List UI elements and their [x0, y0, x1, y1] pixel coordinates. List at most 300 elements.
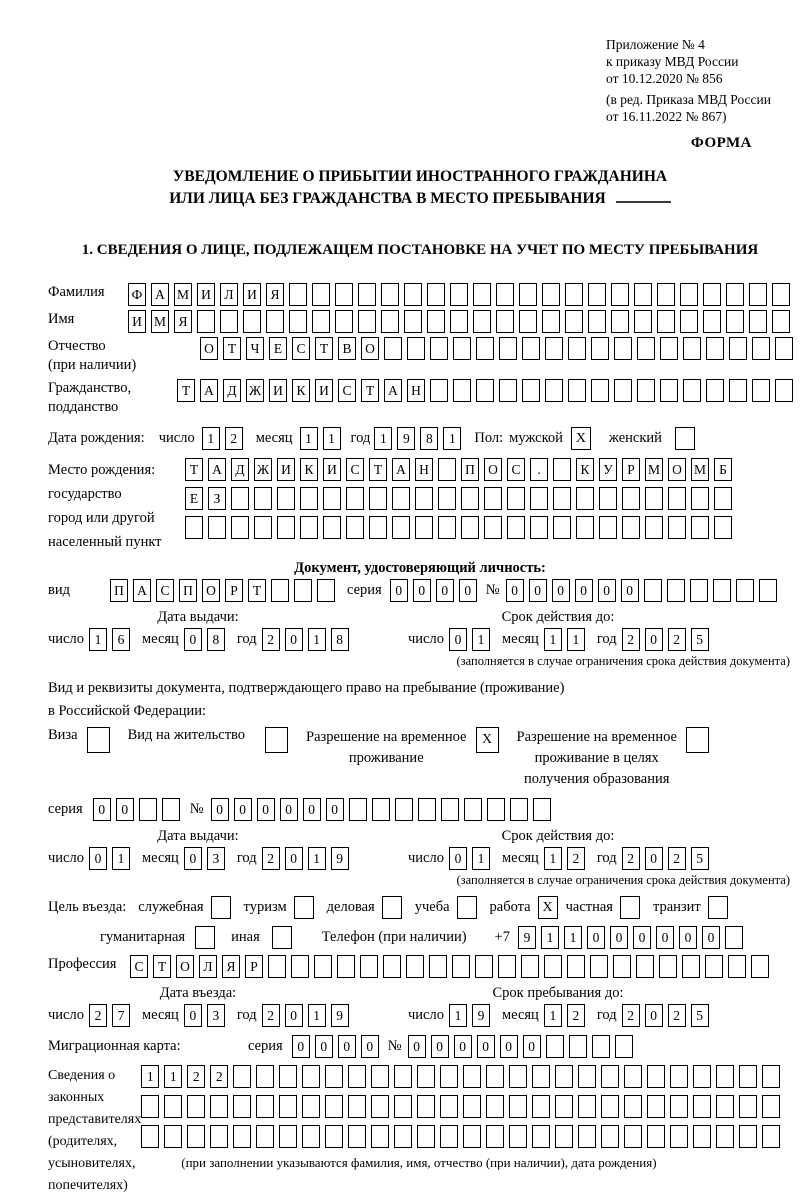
- char-cell[interactable]: [509, 1095, 527, 1118]
- char-cell[interactable]: 0: [575, 579, 593, 602]
- char-cell[interactable]: [317, 579, 335, 602]
- char-cell[interactable]: [381, 310, 399, 333]
- char-cell[interactable]: 7: [112, 1004, 130, 1027]
- char-cell[interactable]: [749, 283, 767, 306]
- char-cell[interactable]: Л: [220, 283, 238, 306]
- char-cell[interactable]: [614, 379, 632, 402]
- char-cell[interactable]: [647, 1065, 665, 1088]
- char-cell[interactable]: [530, 487, 548, 510]
- char-cell[interactable]: 2: [262, 847, 280, 870]
- char-cell[interactable]: И: [128, 310, 146, 333]
- char-cell[interactable]: М: [645, 458, 663, 481]
- char-cell[interactable]: [325, 1065, 343, 1088]
- char-cell[interactable]: [668, 516, 686, 539]
- char-cell[interactable]: [739, 1095, 757, 1118]
- char-cell[interactable]: [762, 1095, 780, 1118]
- char-cell[interactable]: 0: [93, 798, 111, 821]
- char-cell[interactable]: 0: [506, 579, 524, 602]
- char-cell[interactable]: [706, 337, 724, 360]
- char-cell[interactable]: [657, 283, 675, 306]
- char-cell[interactable]: 1: [449, 1004, 467, 1027]
- char-cell[interactable]: [622, 516, 640, 539]
- char-cell[interactable]: [519, 283, 537, 306]
- char-cell[interactable]: [346, 516, 364, 539]
- char-cell[interactable]: 0: [303, 798, 321, 821]
- char-cell[interactable]: [185, 516, 203, 539]
- char-cell[interactable]: 0: [633, 926, 651, 949]
- char-cell[interactable]: И: [315, 379, 333, 402]
- char-cell[interactable]: 0: [598, 579, 616, 602]
- char-cell[interactable]: 1: [544, 628, 562, 651]
- char-cell[interactable]: [588, 283, 606, 306]
- char-cell[interactable]: [438, 516, 456, 539]
- char-cell[interactable]: [693, 1065, 711, 1088]
- char-cell[interactable]: 3: [207, 1004, 225, 1027]
- char-cell[interactable]: 0: [285, 628, 303, 651]
- char-cell[interactable]: [670, 1125, 688, 1148]
- char-cell[interactable]: [349, 798, 367, 821]
- char-cell[interactable]: [371, 1065, 389, 1088]
- char-cell[interactable]: [325, 1125, 343, 1148]
- char-cell[interactable]: 0: [500, 1035, 518, 1058]
- char-cell[interactable]: [590, 955, 608, 978]
- char-cell[interactable]: [484, 516, 502, 539]
- char-cell[interactable]: 0: [413, 579, 431, 602]
- char-cell[interactable]: М: [174, 283, 192, 306]
- char-cell[interactable]: [335, 283, 353, 306]
- purpose-transit-checkbox[interactable]: [708, 896, 728, 919]
- char-cell[interactable]: [647, 1125, 665, 1148]
- char-cell[interactable]: [601, 1095, 619, 1118]
- char-cell[interactable]: [392, 516, 410, 539]
- char-cell[interactable]: [300, 487, 318, 510]
- char-cell[interactable]: Р: [622, 458, 640, 481]
- char-cell[interactable]: [521, 955, 539, 978]
- char-cell[interactable]: [752, 337, 770, 360]
- char-cell[interactable]: [496, 283, 514, 306]
- char-cell[interactable]: [484, 487, 502, 510]
- char-cell[interactable]: [716, 1065, 734, 1088]
- char-cell[interactable]: [440, 1065, 458, 1088]
- char-cell[interactable]: [486, 1125, 504, 1148]
- char-cell[interactable]: Н: [415, 458, 433, 481]
- char-cell[interactable]: 0: [454, 1035, 472, 1058]
- char-cell[interactable]: [542, 283, 560, 306]
- char-cell[interactable]: 1: [141, 1065, 159, 1088]
- char-cell[interactable]: [659, 955, 677, 978]
- char-cell[interactable]: [599, 487, 617, 510]
- char-cell[interactable]: [645, 487, 663, 510]
- char-cell[interactable]: [487, 798, 505, 821]
- char-cell[interactable]: [314, 955, 332, 978]
- char-cell[interactable]: 0: [280, 798, 298, 821]
- char-cell[interactable]: 0: [184, 1004, 202, 1027]
- char-cell[interactable]: П: [110, 579, 128, 602]
- char-cell[interactable]: [325, 1095, 343, 1118]
- char-cell[interactable]: [187, 1095, 205, 1118]
- char-cell[interactable]: [256, 1095, 274, 1118]
- char-cell[interactable]: [634, 310, 652, 333]
- char-cell[interactable]: [509, 1065, 527, 1088]
- char-cell[interactable]: [440, 1095, 458, 1118]
- char-cell[interactable]: [381, 283, 399, 306]
- char-cell[interactable]: 2: [210, 1065, 228, 1088]
- char-cell[interactable]: [407, 337, 425, 360]
- char-cell[interactable]: [680, 310, 698, 333]
- char-cell[interactable]: 1: [164, 1065, 182, 1088]
- char-cell[interactable]: 0: [477, 1035, 495, 1058]
- char-cell[interactable]: [395, 798, 413, 821]
- char-cell[interactable]: А: [208, 458, 226, 481]
- char-cell[interactable]: [233, 1095, 251, 1118]
- char-cell[interactable]: [615, 1035, 633, 1058]
- char-cell[interactable]: [312, 283, 330, 306]
- char-cell[interactable]: [542, 310, 560, 333]
- char-cell[interactable]: [736, 579, 754, 602]
- char-cell[interactable]: [624, 1125, 642, 1148]
- char-cell[interactable]: В: [338, 337, 356, 360]
- char-cell[interactable]: О: [668, 458, 686, 481]
- char-cell[interactable]: [532, 1095, 550, 1118]
- char-cell[interactable]: А: [151, 283, 169, 306]
- char-cell[interactable]: [383, 955, 401, 978]
- char-cell[interactable]: [392, 487, 410, 510]
- char-cell[interactable]: Р: [245, 955, 263, 978]
- char-cell[interactable]: И: [277, 458, 295, 481]
- char-cell[interactable]: [714, 516, 732, 539]
- char-cell[interactable]: 1: [89, 628, 107, 651]
- char-cell[interactable]: [569, 1035, 587, 1058]
- char-cell[interactable]: Е: [269, 337, 287, 360]
- char-cell[interactable]: [599, 516, 617, 539]
- char-cell[interactable]: [187, 1125, 205, 1148]
- char-cell[interactable]: [294, 579, 312, 602]
- char-cell[interactable]: [268, 955, 286, 978]
- char-cell[interactable]: 8: [420, 427, 438, 450]
- char-cell[interactable]: [312, 310, 330, 333]
- char-cell[interactable]: [775, 379, 793, 402]
- char-cell[interactable]: [453, 337, 471, 360]
- char-cell[interactable]: Т: [315, 337, 333, 360]
- char-cell[interactable]: [302, 1125, 320, 1148]
- char-cell[interactable]: [510, 798, 528, 821]
- char-cell[interactable]: 0: [338, 1035, 356, 1058]
- char-cell[interactable]: К: [292, 379, 310, 402]
- char-cell[interactable]: [728, 955, 746, 978]
- char-cell[interactable]: [713, 579, 731, 602]
- char-cell[interactable]: 2: [262, 628, 280, 651]
- char-cell[interactable]: 1: [112, 847, 130, 870]
- char-cell[interactable]: [300, 516, 318, 539]
- char-cell[interactable]: О: [202, 579, 220, 602]
- char-cell[interactable]: [430, 379, 448, 402]
- char-cell[interactable]: [231, 487, 249, 510]
- char-cell[interactable]: [544, 955, 562, 978]
- char-cell[interactable]: [637, 379, 655, 402]
- char-cell[interactable]: З: [208, 487, 226, 510]
- char-cell[interactable]: [394, 1125, 412, 1148]
- char-cell[interactable]: П: [179, 579, 197, 602]
- char-cell[interactable]: [302, 1095, 320, 1118]
- char-cell[interactable]: [634, 283, 652, 306]
- char-cell[interactable]: [415, 487, 433, 510]
- char-cell[interactable]: 1: [544, 847, 562, 870]
- char-cell[interactable]: 9: [472, 1004, 490, 1027]
- char-cell[interactable]: [461, 516, 479, 539]
- char-cell[interactable]: [588, 310, 606, 333]
- char-cell[interactable]: 1: [323, 427, 341, 450]
- char-cell[interactable]: Т: [185, 458, 203, 481]
- char-cell[interactable]: [530, 516, 548, 539]
- char-cell[interactable]: [545, 337, 563, 360]
- char-cell[interactable]: [682, 955, 700, 978]
- char-cell[interactable]: 1: [567, 628, 585, 651]
- char-cell[interactable]: [691, 487, 709, 510]
- char-cell[interactable]: [139, 798, 157, 821]
- char-cell[interactable]: [565, 283, 583, 306]
- char-cell[interactable]: [429, 955, 447, 978]
- char-cell[interactable]: 0: [621, 579, 639, 602]
- char-cell[interactable]: [335, 310, 353, 333]
- purpose-tourism-checkbox[interactable]: [294, 896, 314, 919]
- char-cell[interactable]: .: [530, 458, 548, 481]
- char-cell[interactable]: Р: [225, 579, 243, 602]
- char-cell[interactable]: 1: [544, 1004, 562, 1027]
- char-cell[interactable]: 0: [408, 1035, 426, 1058]
- char-cell[interactable]: 2: [668, 628, 686, 651]
- char-cell[interactable]: [693, 1125, 711, 1148]
- char-cell[interactable]: [279, 1095, 297, 1118]
- purpose-other-checkbox[interactable]: [272, 926, 292, 949]
- char-cell[interactable]: [739, 1125, 757, 1148]
- char-cell[interactable]: [233, 1065, 251, 1088]
- char-cell[interactable]: 0: [645, 628, 663, 651]
- char-cell[interactable]: [404, 310, 422, 333]
- char-cell[interactable]: [725, 926, 743, 949]
- char-cell[interactable]: 2: [622, 1004, 640, 1027]
- visa-checkbox[interactable]: [87, 727, 110, 753]
- char-cell[interactable]: [592, 1035, 610, 1058]
- char-cell[interactable]: 5: [691, 628, 709, 651]
- char-cell[interactable]: [578, 1095, 596, 1118]
- char-cell[interactable]: 9: [397, 427, 415, 450]
- char-cell[interactable]: 8: [207, 628, 225, 651]
- char-cell[interactable]: [622, 487, 640, 510]
- char-cell[interactable]: 3: [207, 847, 225, 870]
- char-cell[interactable]: [772, 310, 790, 333]
- char-cell[interactable]: [164, 1095, 182, 1118]
- char-cell[interactable]: [476, 379, 494, 402]
- char-cell[interactable]: А: [133, 579, 151, 602]
- char-cell[interactable]: 0: [211, 798, 229, 821]
- char-cell[interactable]: [749, 310, 767, 333]
- char-cell[interactable]: [644, 579, 662, 602]
- char-cell[interactable]: [668, 487, 686, 510]
- char-cell[interactable]: [164, 1125, 182, 1148]
- char-cell[interactable]: [337, 955, 355, 978]
- char-cell[interactable]: 1: [472, 847, 490, 870]
- char-cell[interactable]: [624, 1095, 642, 1118]
- char-cell[interactable]: [453, 379, 471, 402]
- char-cell[interactable]: 2: [225, 427, 243, 450]
- char-cell[interactable]: 0: [285, 847, 303, 870]
- char-cell[interactable]: [703, 283, 721, 306]
- char-cell[interactable]: 2: [187, 1065, 205, 1088]
- purpose-official-checkbox[interactable]: [211, 896, 231, 919]
- char-cell[interactable]: [706, 379, 724, 402]
- char-cell[interactable]: [555, 1095, 573, 1118]
- char-cell[interactable]: [254, 516, 272, 539]
- char-cell[interactable]: 0: [449, 628, 467, 651]
- char-cell[interactable]: Ч: [246, 337, 264, 360]
- char-cell[interactable]: Е: [185, 487, 203, 510]
- char-cell[interactable]: [555, 1125, 573, 1148]
- char-cell[interactable]: 1: [443, 427, 461, 450]
- char-cell[interactable]: Т: [223, 337, 241, 360]
- char-cell[interactable]: 8: [331, 628, 349, 651]
- char-cell[interactable]: [256, 1065, 274, 1088]
- char-cell[interactable]: Л: [199, 955, 217, 978]
- char-cell[interactable]: [279, 1065, 297, 1088]
- char-cell[interactable]: [371, 1095, 389, 1118]
- char-cell[interactable]: [417, 1125, 435, 1148]
- char-cell[interactable]: [243, 310, 261, 333]
- char-cell[interactable]: 0: [587, 926, 605, 949]
- char-cell[interactable]: [231, 516, 249, 539]
- char-cell[interactable]: [496, 310, 514, 333]
- char-cell[interactable]: [533, 798, 551, 821]
- char-cell[interactable]: [611, 310, 629, 333]
- char-cell[interactable]: 1: [374, 427, 392, 450]
- char-cell[interactable]: А: [200, 379, 218, 402]
- char-cell[interactable]: [647, 1095, 665, 1118]
- char-cell[interactable]: Н: [407, 379, 425, 402]
- char-cell[interactable]: [197, 310, 215, 333]
- char-cell[interactable]: Д: [223, 379, 241, 402]
- char-cell[interactable]: О: [361, 337, 379, 360]
- char-cell[interactable]: [360, 955, 378, 978]
- char-cell[interactable]: [461, 487, 479, 510]
- char-cell[interactable]: [576, 516, 594, 539]
- char-cell[interactable]: [279, 1125, 297, 1148]
- char-cell[interactable]: [522, 379, 540, 402]
- char-cell[interactable]: 1: [472, 628, 490, 651]
- char-cell[interactable]: 0: [656, 926, 674, 949]
- char-cell[interactable]: [427, 310, 445, 333]
- char-cell[interactable]: С: [292, 337, 310, 360]
- char-cell[interactable]: [683, 337, 701, 360]
- char-cell[interactable]: [507, 487, 525, 510]
- char-cell[interactable]: 2: [567, 1004, 585, 1027]
- char-cell[interactable]: [463, 1065, 481, 1088]
- char-cell[interactable]: 0: [292, 1035, 310, 1058]
- char-cell[interactable]: [323, 516, 341, 539]
- char-cell[interactable]: А: [392, 458, 410, 481]
- char-cell[interactable]: [418, 798, 436, 821]
- male-checkbox[interactable]: X: [571, 427, 591, 450]
- char-cell[interactable]: С: [507, 458, 525, 481]
- char-cell[interactable]: [291, 955, 309, 978]
- char-cell[interactable]: 1: [564, 926, 582, 949]
- char-cell[interactable]: С: [346, 458, 364, 481]
- char-cell[interactable]: 1: [308, 847, 326, 870]
- char-cell[interactable]: Ф: [128, 283, 146, 306]
- char-cell[interactable]: Ж: [246, 379, 264, 402]
- char-cell[interactable]: Ж: [254, 458, 272, 481]
- char-cell[interactable]: [578, 1065, 596, 1088]
- char-cell[interactable]: [716, 1095, 734, 1118]
- char-cell[interactable]: [271, 579, 289, 602]
- char-cell[interactable]: [705, 955, 723, 978]
- char-cell[interactable]: [302, 1065, 320, 1088]
- char-cell[interactable]: [417, 1065, 435, 1088]
- char-cell[interactable]: [441, 798, 459, 821]
- char-cell[interactable]: 9: [331, 1004, 349, 1027]
- char-cell[interactable]: [473, 310, 491, 333]
- char-cell[interactable]: [729, 337, 747, 360]
- char-cell[interactable]: [220, 310, 238, 333]
- char-cell[interactable]: 0: [645, 847, 663, 870]
- char-cell[interactable]: О: [484, 458, 502, 481]
- char-cell[interactable]: [208, 516, 226, 539]
- char-cell[interactable]: С: [156, 579, 174, 602]
- char-cell[interactable]: [546, 1035, 564, 1058]
- char-cell[interactable]: [670, 1065, 688, 1088]
- female-checkbox[interactable]: [675, 427, 695, 450]
- char-cell[interactable]: 6: [112, 628, 130, 651]
- char-cell[interactable]: [690, 579, 708, 602]
- char-cell[interactable]: [683, 379, 701, 402]
- char-cell[interactable]: [636, 955, 654, 978]
- char-cell[interactable]: [450, 310, 468, 333]
- char-cell[interactable]: 0: [184, 847, 202, 870]
- residence-permit-checkbox[interactable]: [265, 727, 288, 753]
- char-cell[interactable]: [729, 379, 747, 402]
- char-cell[interactable]: 0: [326, 798, 344, 821]
- char-cell[interactable]: [254, 487, 272, 510]
- char-cell[interactable]: К: [300, 458, 318, 481]
- char-cell[interactable]: 2: [567, 847, 585, 870]
- char-cell[interactable]: П: [461, 458, 479, 481]
- char-cell[interactable]: 0: [449, 847, 467, 870]
- char-cell[interactable]: Т: [369, 458, 387, 481]
- char-cell[interactable]: [438, 487, 456, 510]
- purpose-private-checkbox[interactable]: [620, 896, 640, 919]
- char-cell[interactable]: [667, 579, 685, 602]
- char-cell[interactable]: [751, 955, 769, 978]
- char-cell[interactable]: Т: [248, 579, 266, 602]
- char-cell[interactable]: [759, 579, 777, 602]
- char-cell[interactable]: [670, 1095, 688, 1118]
- char-cell[interactable]: [499, 337, 517, 360]
- char-cell[interactable]: [565, 310, 583, 333]
- char-cell[interactable]: [289, 283, 307, 306]
- char-cell[interactable]: [256, 1125, 274, 1148]
- temp-residence-edu-checkbox[interactable]: [686, 727, 709, 753]
- purpose-business-checkbox[interactable]: [382, 896, 402, 919]
- char-cell[interactable]: Я: [174, 310, 192, 333]
- char-cell[interactable]: [726, 310, 744, 333]
- char-cell[interactable]: [473, 283, 491, 306]
- char-cell[interactable]: 1: [202, 427, 220, 450]
- char-cell[interactable]: [660, 379, 678, 402]
- char-cell[interactable]: 0: [257, 798, 275, 821]
- char-cell[interactable]: Б: [714, 458, 732, 481]
- char-cell[interactable]: [384, 337, 402, 360]
- char-cell[interactable]: [645, 516, 663, 539]
- char-cell[interactable]: 2: [89, 1004, 107, 1027]
- char-cell[interactable]: [714, 487, 732, 510]
